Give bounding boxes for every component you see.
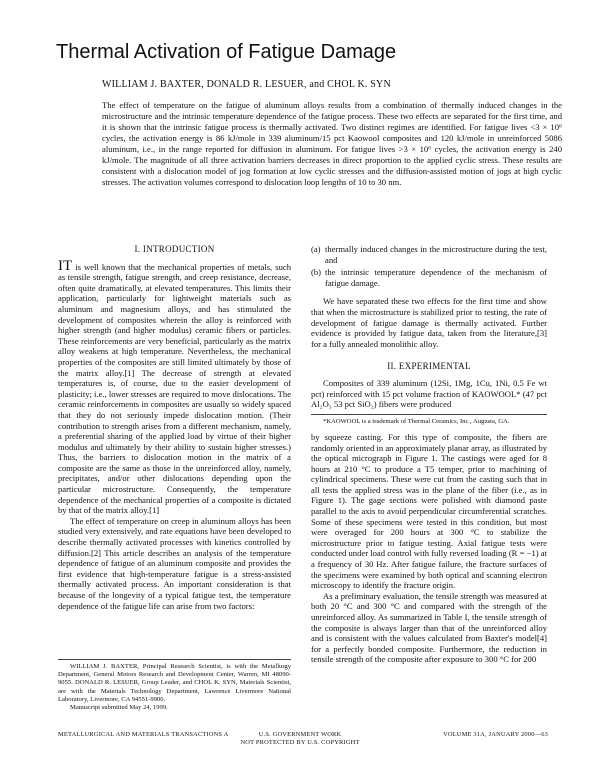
left-column [58, 244, 291, 611]
intro-paragraph-3: We have separated these two effects for the first time and show that when the microstructure is stabilized prior to testing, the rate of development of fatigue damage is thermally activated. Further evidence is provided by fatigue data, taken from the literature,[3] for a fully annealed monolithic alloy. [311, 296, 547, 349]
right-column [311, 244, 547, 665]
experimental-paragraph-1-continued: by squeeze casting. For this type of composite, the fibers are randomly oriented in an approximately planar array, as illustrated by the optical micrograph in Figure 1. The castings were aged for 8 hours at 210 °C to produce a T5 temper, prior to machining of cylindrical specimens. These were cut from the casting such that in all tests the applied stress was in the plane of the fiber (i.e., as in Figure 1). The gage sections were polished with diamond paste parallel to the axis to avoid perpendicular circumferential scratches. Some of these specimens were tested in this condition, but most were overaged for 200 hours at 300 °C to stabilize the microstructure prior to fatigue testing. Axial fatigue tests were conducted under load control with fully reversed loading (R = −1) at a frequency of 30 Hz. After fatigue failure, the fracture surfaces of the specimens were examined by both optical and scanning electron microscopy to identify the fracture origin. [311, 431, 547, 591]
list-text: thermally induced changes in the microstructure during the test, and [325, 244, 547, 265]
list-item [311, 267, 547, 288]
list-label: (b) [311, 267, 322, 278]
experimental-paragraph-1: Composites of 339 aluminum (12Si, 1Mg, 1Cu, 1Ni, 0.5 Fe wt pct) reinforced with 15 pct volume fraction of KAOWOOL* (47 pct Al₂O₃ 53 pct SiO₂) fibers were produced [311, 377, 547, 410]
section-heading-introduction: I. INTRODUCTION [134, 244, 215, 254]
abstract: The effect of temperature on the fatigue of aluminum alloys results from a combination of thermally induced changes in the microstructure and the intrinsic temperature dependence of the fatigue process. These two effects are separated for the first time, and it is shown that the intrinsic fatigue process is thermally activated. Two distinct regimes are identified. For fatigue lives <3 × 10⁶ cycles, the activation energy is 86 kJ/mole in 339 aluminum/15 pct Kaowool composites and 120 kJ/mole in unreinforced 5086 aluminum, i.e., in the range reported for diffusion in aluminum. For fatigue lives >3 × 10⁶ cycles, the activation energy is 240 kJ/mole. The magnitude of all three activation barriers decreases in direct proportion to the applied cyclic stress. These results are consistent with a dislocation model of jog formation at low cyclic stresses and the diffusion-assisted motion of jogs at high cyclic stresses. The activation volumes correspond to dislocation loop lengths of 10 to 30 nm. [102, 100, 562, 187]
trademark-footnote: *KAOWOOL is a trademark of Thermal Ceramics, Inc., Augusta, GA. [323, 417, 510, 425]
intro-paragraph-2: The effect of temperature on creep in aluminum alloys has been studied very extensively, and rate equations have been developed to describe thermally activated processes with kinetics controlled by diffusion.[2] This article describes an analysis of the temperature dependence of fatigue of an aluminum composite and provides the first evidence that high-temperature fatigue is a stress-assisted thermally activated process. An important consideration is that because of the longevity of a typical fatigue test, the temperature dependence of the fatigue life can arise from two factors: [58, 515, 291, 611]
experimental-paragraph-2: As a preliminary evaluation, the tensile strength was measured at both 20 °C and 300 °C and compared with the strength of the unreinforced alloy. As summarized in Table I, the tensile strength of the composite is always larger than that of the unreinforced alloy and is consistent with the values calculated from Baxter's model[4] for a perfectly bonded composite. Furthermore, the reduction in tensile strength of the composite after exposure to 300 °C for 200 [311, 590, 547, 665]
author-list: WILLIAM J. BAXTER, DONALD R. LESUER, and CHOL K. SYN [102, 79, 391, 90]
footnote-rule [311, 414, 547, 415]
author-affiliation-footnote [58, 659, 291, 712]
paper-title: Thermal Activation of Fatigue Damage [56, 41, 397, 63]
journal-name-footer: METALLURGICAL AND MATERIALS TRANSACTIONS A [58, 731, 229, 738]
volume-page-footer: VOLUME 31A, JANUARY 2000—63 [443, 731, 548, 738]
list-item [311, 244, 547, 265]
list-label: (a) [311, 244, 321, 254]
list-text: the intrinsic temperature dependence of the mechanism of fatigue damage. [325, 267, 547, 288]
affiliation-text: WILLIAM J. BAXTER, Principal Research Scientist, is with the Metallurgy Department, General Motors Research and Development Center, Warren, MI 48090-9055. DONALD R. LESUER, Group Leader, and CHOL K. SYN, Materials Scientist, are with the Materials Technology Department, Lawrence Livermore National Laboratory, Livermore, CA 94551-9900. [58, 663, 291, 703]
footnote-rule [58, 659, 291, 660]
drop-cap: IT [58, 257, 73, 274]
copyright-line-1: U.S. GOVERNMENT WORK [258, 731, 342, 738]
intro-paragraph-1 [58, 257, 292, 516]
manuscript-date: Manuscript submitted May 24, 1999. [70, 704, 168, 712]
section-heading-experimental: II. EXPERIMENTAL [387, 361, 471, 372]
intro-paragraph-1-text: is well known that the mechanical properties of metals, such as tensile strength, fatigue strength, and creep resistance, decrease, often quite dramatically, at elevated temperatures. This limits their application, particularly for lightweight materials such as aluminum and magnesium alloys, and has stimulated the development of composites wherein the alloy is reinforced with higher strength (and higher modulus) ceramic fibers or particles. These reinforcements are very beneficial, particularly as the matrix alloy weakens at high temperature. Nevertheless, the mechanical properties of the composites are still limited ultimately by those of the matrix alloy.[1] The decrease of strength at elevated temperatures is, of course, due to the easier development of plasticity; i.e., lower stresses are required to move dislocations. The ceramic reinforcements in composites are usually so widely spaced that they do not seriously impede dislocation motion. (Their contribution to strength arises from a different mechanism, namely, a preferential sharing of the applied load by virtue of their higher modulus and ultimately by their ability to sustain higher stresses.) Thus, the barriers to dislocation motion in the matrix of a composite are the same as those in the unreinforced alloy, namely, precipitates, and/or other dislocations depending upon the particular microstructure. Consequently, the temperature dependence of the mechanical properties of a composite is dictated by that of the matrix alloy.[1] [58, 261, 292, 516]
copyright-line-2: NOT PROTECTED BY U.S. COPYRIGHT [240, 739, 360, 746]
